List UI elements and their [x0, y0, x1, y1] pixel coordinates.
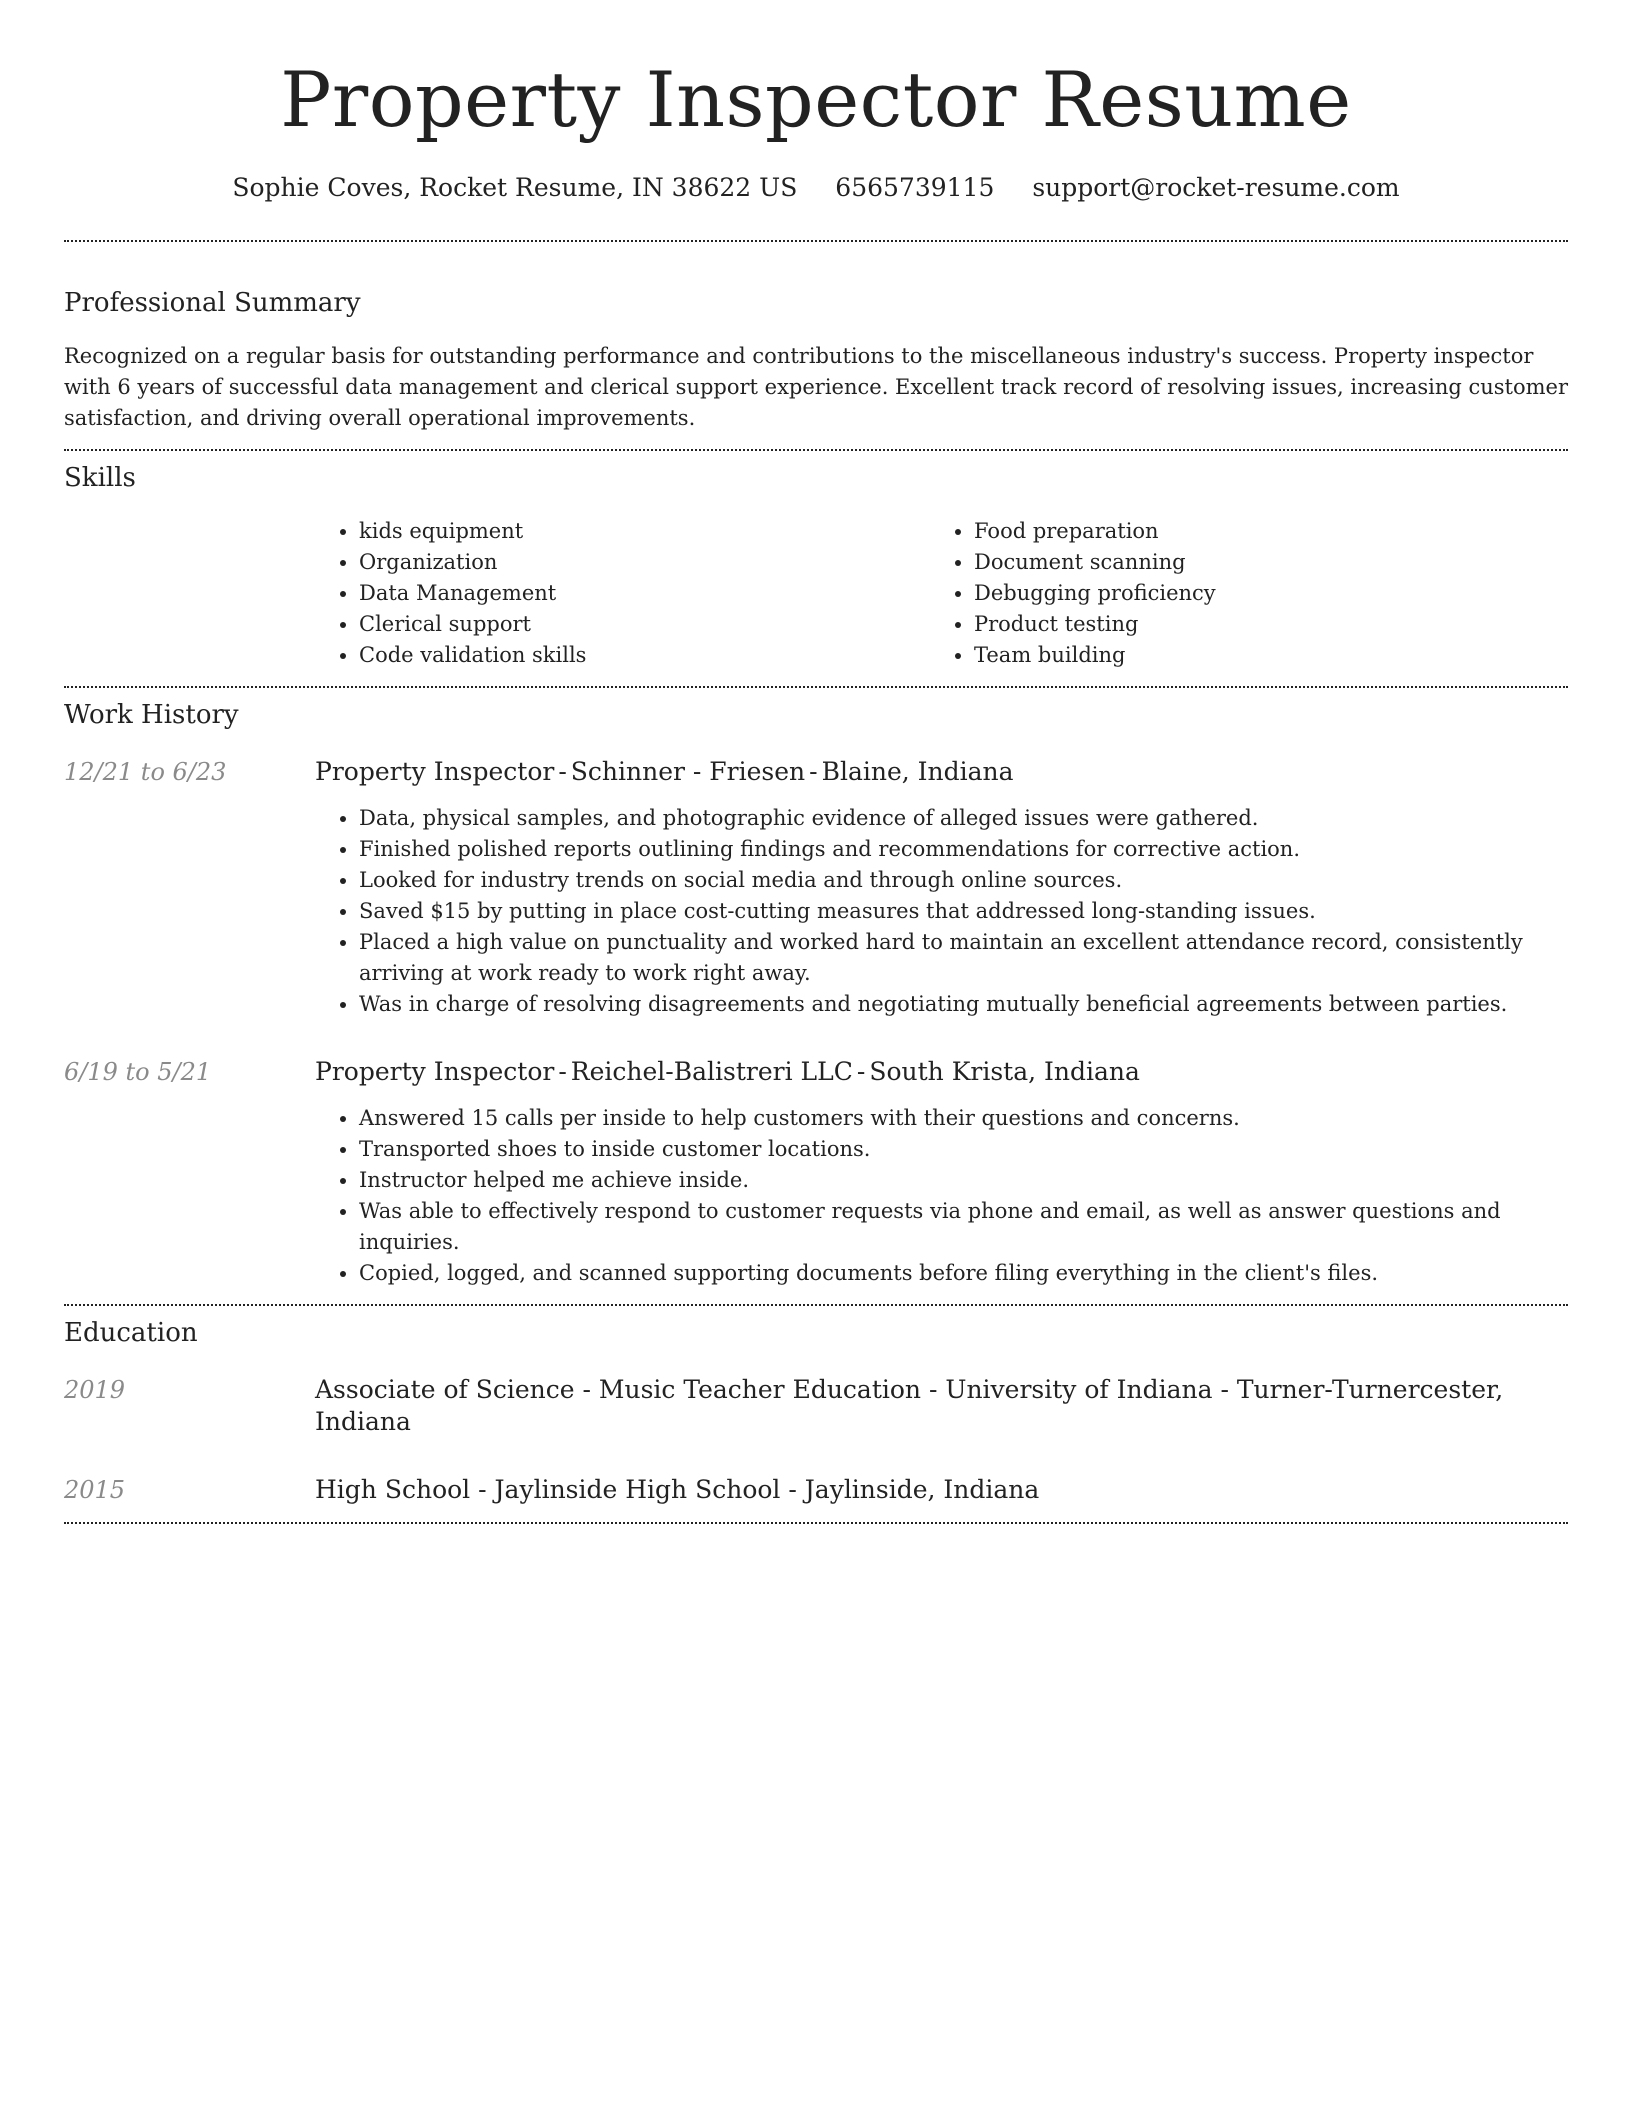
summary-heading: Professional Summary — [64, 288, 361, 318]
education-title-line: High School - Jaylinside High School - Jaylinside, Indiana — [315, 1475, 1040, 1504]
skill-item: • Clerical support — [359, 609, 930, 640]
skills-section — [64, 451, 1568, 671]
job-company: Schinner - Friesen — [570, 757, 806, 786]
education-year: 2019 — [64, 1376, 126, 1404]
job-bullets — [315, 1103, 1568, 1289]
work-section — [64, 688, 1568, 1289]
skill-item: • kids equipment — [359, 516, 930, 547]
job-header — [64, 756, 1568, 788]
education-title-line: Associate of Science - Music Teacher Education - University of Indiana - Turner-Turnercester, Indiana — [315, 1375, 1504, 1436]
job-title-line: Property Inspector - Reichel-Balistreri LLC - South Krista, Indiana — [315, 1057, 1140, 1086]
job-bullets — [315, 803, 1568, 1020]
education-heading: Education — [64, 1318, 198, 1348]
divider — [64, 1522, 1568, 1524]
job-bullet: • Was able to effectively respond to customer requests via phone and email, as well as answer questions and inquiries. — [359, 1196, 1568, 1258]
job-bullet: • Finished polished reports outlining findings and recommendations for corrective action. — [359, 834, 1568, 865]
job-bullet: • Looked for industry trends on social media and through online sources. — [359, 865, 1568, 896]
job-company: Reichel-Balistreri LLC — [570, 1057, 853, 1086]
summary-section — [64, 242, 1568, 434]
skill-item: • Document scanning — [974, 547, 1568, 578]
education-section — [64, 1306, 1568, 1506]
skills-list-left — [315, 516, 930, 671]
job-bullet: • Data, physical samples, and photographic evidence of alleged issues were gathered. — [359, 803, 1568, 834]
skill-item: • Food preparation — [974, 516, 1568, 547]
contact-phone: 6565739115 — [835, 173, 995, 202]
work-heading: Work History — [64, 700, 239, 730]
job-title-line: Property Inspector - Schinner - Friesen - Blaine, Indiana — [315, 757, 1014, 786]
job-header — [64, 1056, 1568, 1088]
summary-text: Recognized on a regular basis for outstanding performance and contributions to the miscellaneous industry's success. Property inspector with 6 years of successful data management and clerical support experience. Excellent track record of resolving issues, increasing customer satisfaction, and driving overall operational improvements. — [64, 344, 1569, 430]
education-field: Music Teacher Education — [598, 1375, 922, 1404]
contact-email: support@rocket-resume.com — [1032, 173, 1400, 202]
education-degree: High School — [315, 1475, 471, 1504]
education-location: Turner-Turnercester, Indiana — [315, 1375, 1504, 1436]
skill-item: • Organization — [359, 547, 930, 578]
job-entry — [64, 756, 1568, 1020]
education-year: 2015 — [64, 1476, 126, 1504]
job-location: Blaine, Indiana — [821, 757, 1014, 786]
skill-item: • Debugging proficiency — [974, 578, 1568, 609]
skill-item: • Product testing — [974, 609, 1568, 640]
job-bullet: • Copied, logged, and scanned supporting documents before filing everything in the client's files. — [359, 1258, 1568, 1289]
job-entry — [64, 1056, 1568, 1289]
job-title: Property Inspector — [315, 1057, 555, 1086]
skill-item: • Code validation skills — [359, 640, 930, 671]
education-location: Jaylinside, Indiana — [804, 1475, 1040, 1504]
education-school: Jaylinside High School — [494, 1475, 781, 1504]
education-entry — [64, 1374, 1568, 1438]
skills-grid — [315, 516, 1568, 671]
job-location: South Krista, Indiana — [869, 1057, 1140, 1086]
education-degree: Associate of Science — [315, 1375, 575, 1404]
job-title: Property Inspector — [315, 757, 555, 786]
job-dates: 12/21 to 6/23 — [64, 758, 227, 786]
education-entry — [64, 1474, 1568, 1506]
contact-line — [64, 172, 1568, 204]
job-dates: 6/19 to 5/21 — [64, 1058, 212, 1086]
job-bullet: • Answered 15 calls per inside to help customers with their questions and concerns. — [359, 1103, 1568, 1134]
skills-list-right — [930, 516, 1568, 671]
job-bullet: • Saved $15 by putting in place cost-cutting measures that addressed long-standing issues. — [359, 896, 1568, 927]
job-bullet: • Placed a high value on punctuality and worked hard to maintain an excellent attendance record, consistently arriving at work ready to work right away. — [359, 927, 1568, 989]
skill-item: • Team building — [974, 640, 1568, 671]
job-bullet: • Transported shoes to inside customer locations. — [359, 1134, 1568, 1165]
job-bullet: • Instructor helped me achieve inside. — [359, 1165, 1568, 1196]
skills-heading: Skills — [64, 463, 136, 493]
skill-item: • Data Management — [359, 578, 930, 609]
job-bullet: • Was in charge of resolving disagreements and negotiating mutually beneficial agreements between parties. — [359, 989, 1568, 1020]
resume-title: Property Inspector Resume — [280, 55, 1352, 144]
contact-address: Sophie Coves, Rocket Resume, IN 38622 US — [232, 173, 798, 202]
education-school: University of Indiana — [945, 1375, 1213, 1404]
